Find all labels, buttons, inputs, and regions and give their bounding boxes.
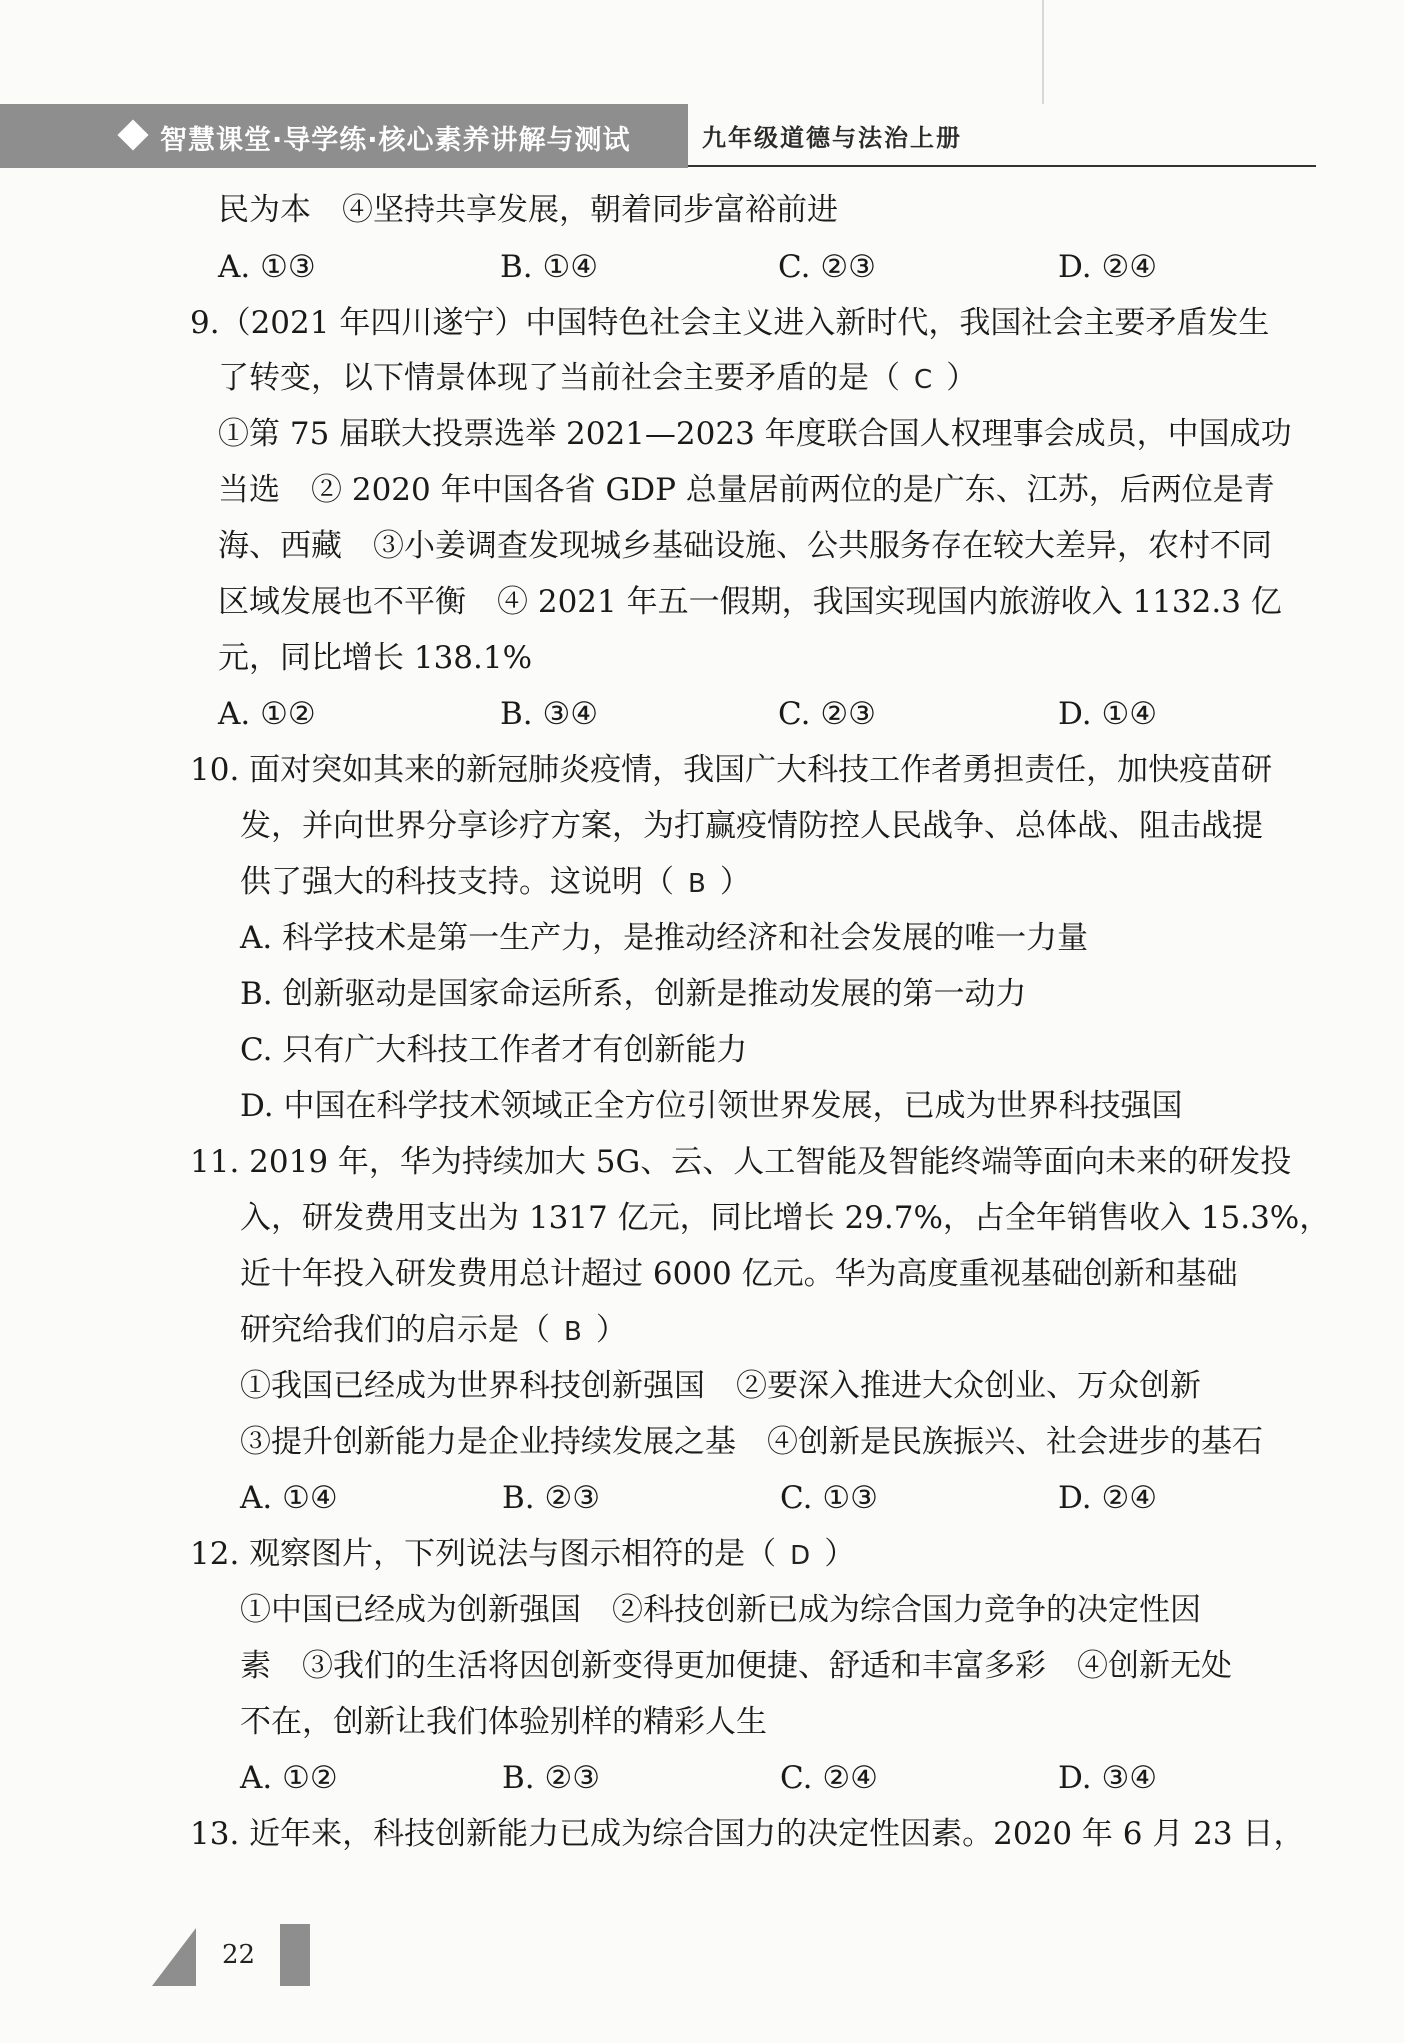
q12-stem-end: 12. 观察图片，下列说法与图示相符的是（ D ） [190, 1536, 856, 1572]
diamond-icon [117, 119, 148, 150]
page-edge-line [1042, 0, 1044, 104]
q10-stem-end: 供了强大的科技支持。这说明（ B ） [240, 864, 751, 900]
q9-line: 区域发展也不平衡 ④ 2021 年五一假期，我国实现国内旅游收入 1132.3 亿 [218, 584, 1282, 620]
q10-choice-c: C. 只有广大科技工作者才有创新能力 [240, 1032, 748, 1068]
footer-bar [280, 1924, 310, 1986]
q10-line: 发，并向世界分享诊疗方案，为打赢疫情防控人民战争、总体战、阻击战提 [240, 808, 1263, 844]
continuation-text: 民为本 ④坚持共享发展，朝着同步富裕前进 [218, 192, 838, 228]
q10-answer: B [688, 869, 706, 899]
option-b: B. ①④ [500, 249, 599, 285]
q9-line: ①第 75 届联大投票选举 2021—2023 年度联合国人权理事会成员，中国成功 [218, 416, 1292, 452]
option-b: B. ②③ [502, 1760, 601, 1796]
book-title: 九年级道德与法治上册 [702, 124, 962, 152]
option-d: D. ②④ [1058, 1480, 1158, 1516]
q9-answer: C [914, 365, 933, 395]
option-a: A. ①③ [218, 249, 316, 285]
option-d: D. ②④ [1058, 249, 1158, 285]
q12-line: ①中国已经成为创新强国 ②科技创新已成为综合国力竞争的决定性因 [240, 1592, 1201, 1628]
q9-line: 当选 ② 2020 年中国各省 GDP 总量居前两位的是广东、江苏，后两位是青 [218, 472, 1275, 508]
option-a: A. ①④ [240, 1480, 338, 1516]
q9-stem-end: 了转变，以下情景体现了当前社会主要矛盾的是（ C ） [218, 360, 978, 396]
q11-line: 研究给我们的启示是（ [240, 1312, 550, 1348]
q10-choice-a: A. 科学技术是第一生产力，是推动经济和社会发展的唯一力量 [240, 920, 1089, 956]
q11-line: 近十年投入研发费用总计超过 6000 亿元。华为高度重视基础创新和基础 [240, 1256, 1238, 1292]
option-b: B. ③④ [500, 696, 599, 732]
q12-line: 不在，创新让我们体验别样的精彩人生 [240, 1704, 767, 1740]
header-band [0, 104, 688, 168]
q11-answer: B [564, 1317, 582, 1347]
footer-triangle [152, 1928, 196, 1986]
option-c: C. ②④ [780, 1760, 878, 1796]
page-number: 22 [222, 1940, 256, 1970]
q10-choice-b: B. 创新驱动是国家命运所系，创新是推动发展的第一动力 [240, 976, 1027, 1012]
q9-line: 元，同比增长 138.1% [218, 640, 533, 676]
option-c: C. ②③ [778, 696, 876, 732]
q10-line: 10. 面对突如其来的新冠肺炎疫情，我国广大科技工作者勇担责任，加快疫苗研 [190, 752, 1273, 788]
q11-line: 入，研发费用支出为 1317 亿元，同比增长 29.7%，占全年销售收入 15.3%， [240, 1200, 1331, 1236]
q10-choice-d: D. 中国在科学技术领域正全方位引领世界发展，已成为世界科技强国 [240, 1088, 1183, 1124]
option-d: D. ①④ [1058, 696, 1158, 732]
q12-line: 12. 观察图片，下列说法与图示相符的是（ [190, 1536, 777, 1572]
q13-line: 13. 近年来，科技创新能力已成为综合国力的决定性因素。2020 年 6 月 23 日， [190, 1816, 1305, 1852]
q9-line: 了转变，以下情景体现了当前社会主要矛盾的是（ [218, 360, 900, 396]
header-rule [688, 165, 1316, 167]
q9-line: 海、西藏 ③小姜调查发现城乡基础设施、公共服务存在较大差异，农村不同 [218, 528, 1272, 564]
q12-answer: D [790, 1541, 811, 1571]
q11-line: ③提升创新能力是企业持续发展之基 ④创新是民族振兴、社会进步的基石 [240, 1424, 1263, 1460]
q9-line: 9.（2021 年四川遂宁）中国特色社会主义进入新时代，我国社会主要矛盾发生 [190, 305, 1270, 341]
option-a: A. ①② [218, 696, 316, 732]
option-a: A. ①② [240, 1760, 338, 1796]
q11-line: ①我国已经成为世界科技创新强国 ②要深入推进大众创业、万众创新 [240, 1368, 1201, 1404]
option-d: D. ③④ [1058, 1760, 1158, 1796]
series-title: 智慧课堂·导学练·核心素养讲解与测试 [160, 125, 631, 156]
q11-stem-end: 研究给我们的启示是（ B ） [240, 1312, 627, 1348]
option-b: B. ②③ [502, 1480, 601, 1516]
option-c: C. ②③ [778, 249, 876, 285]
q10-line: 供了强大的科技支持。这说明（ [240, 864, 674, 900]
option-c: C. ①③ [780, 1480, 878, 1516]
q12-line: 素 ③我们的生活将因创新变得更加便捷、舒适和丰富多彩 ④创新无处 [240, 1648, 1232, 1684]
q11-line: 11. 2019 年，华为持续加大 5G、云、人工智能及智能终端等面向未来的研发投 [190, 1144, 1292, 1180]
